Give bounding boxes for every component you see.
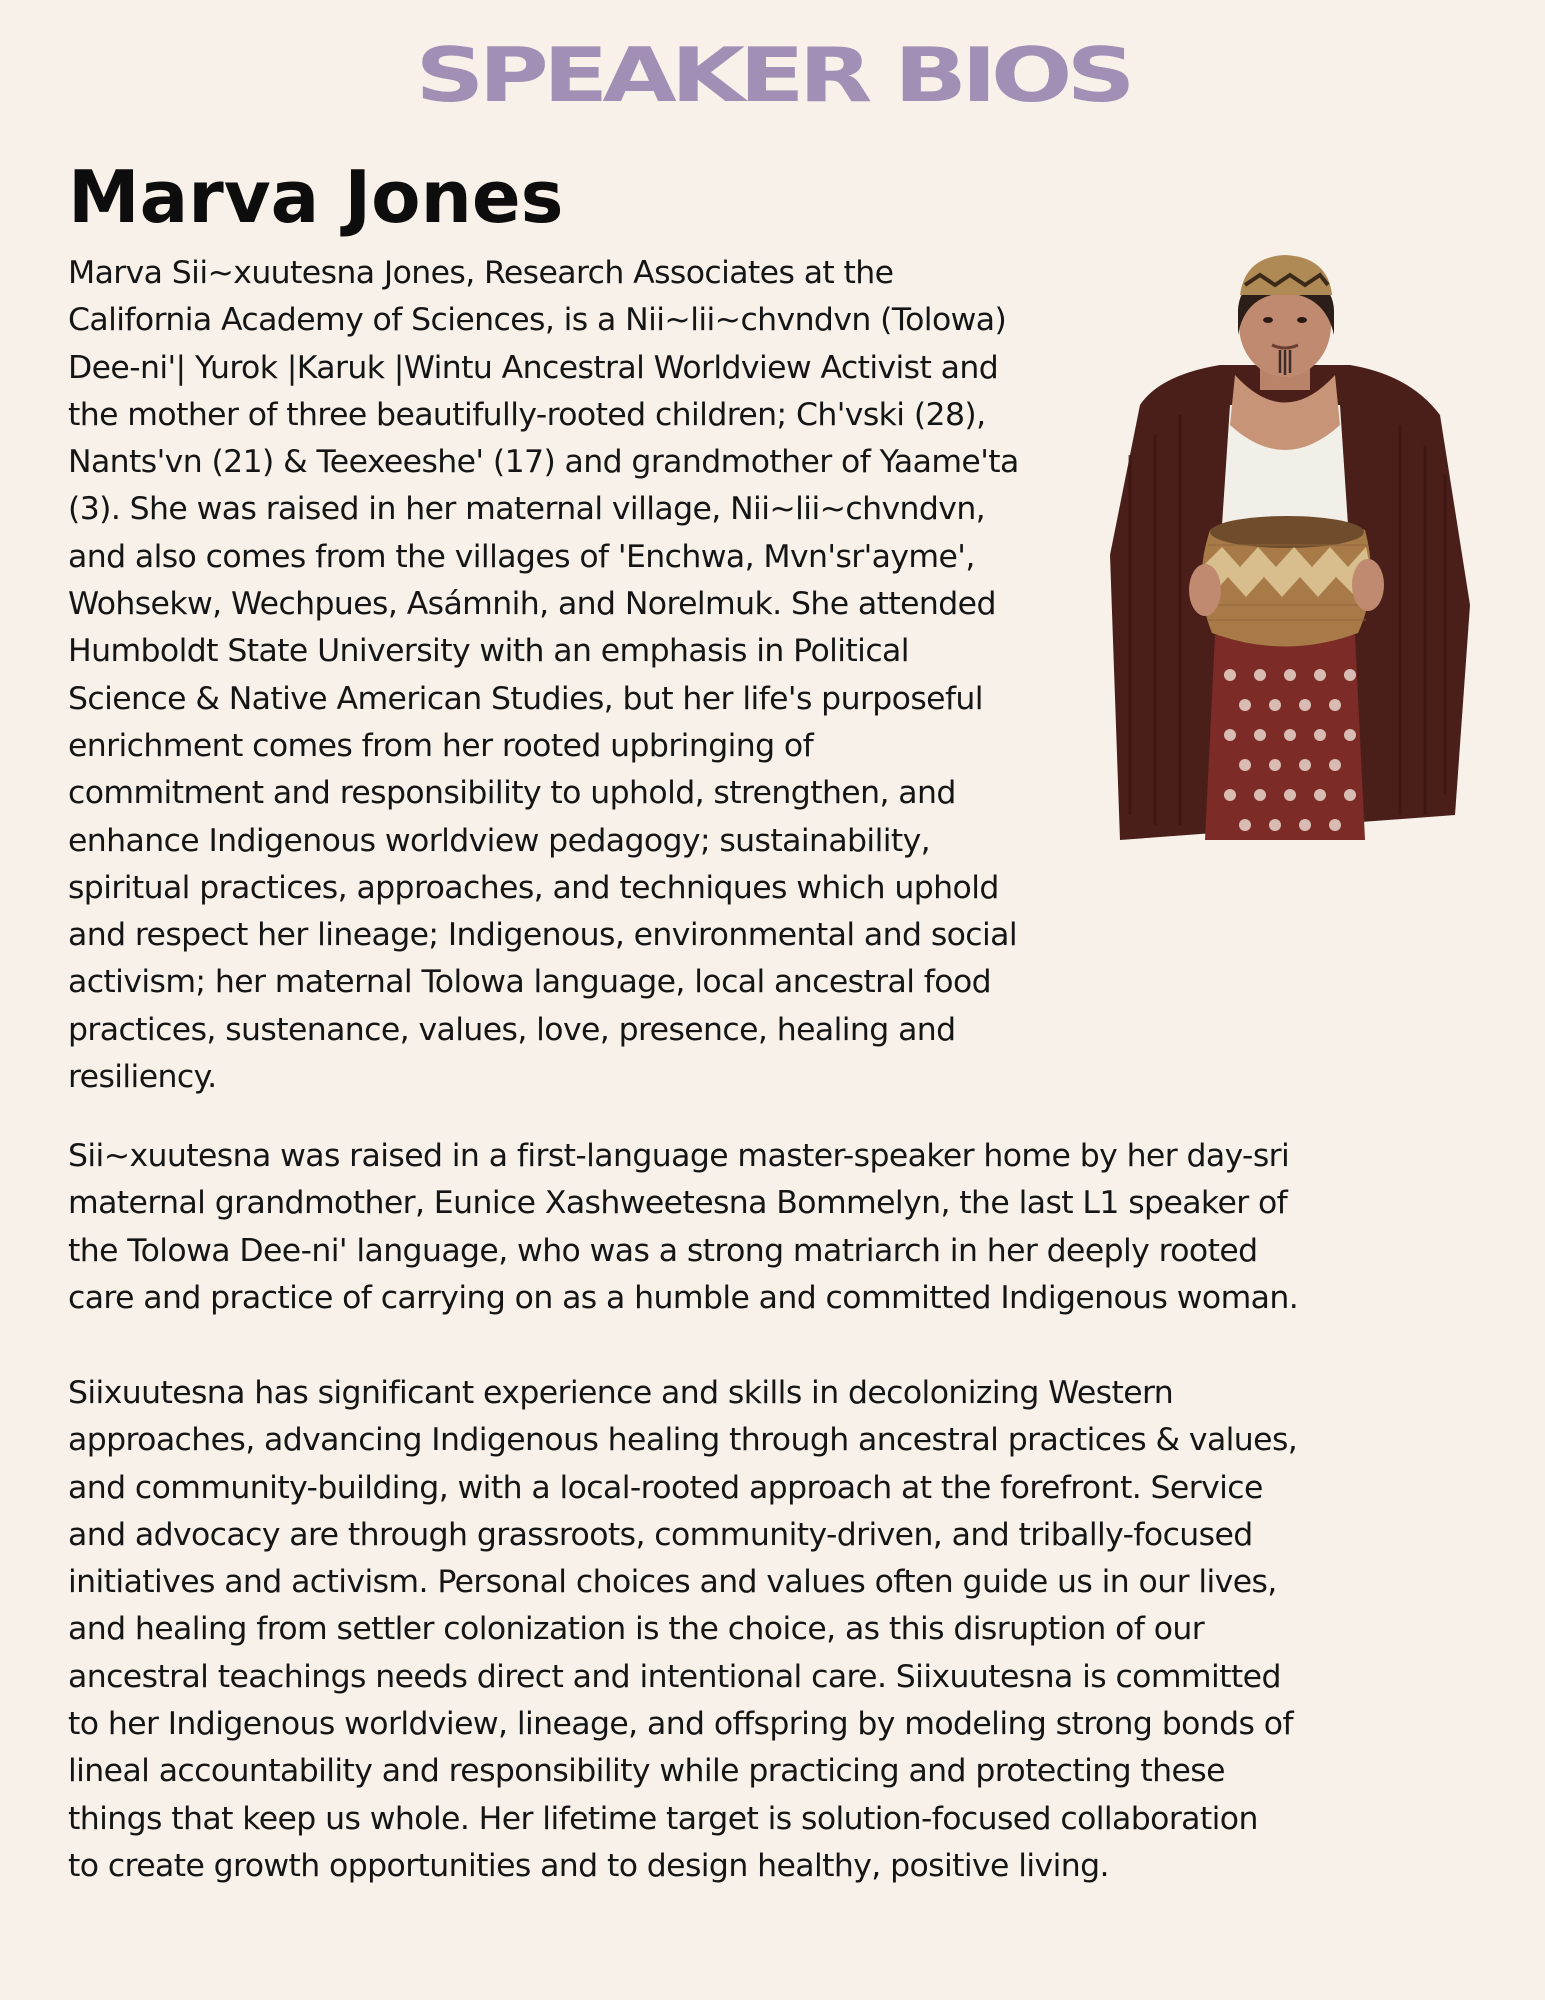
bio-line: initiatives and activism. Personal choices and values often guide us in our lives,	[68, 1564, 1277, 1601]
bio-line: and also comes from the villages of 'Enchwa, Mvn'sr'ayme',	[68, 538, 975, 575]
bio-line: and respect her lineage; Indigenous, environmental and social	[68, 917, 1018, 954]
bio-line: practices, sustenance, values, love, presence, healing and	[68, 1011, 956, 1048]
bio-line: and advocacy are through grassroots, community-driven, and tribally-focused	[68, 1516, 1253, 1553]
bio-paragraph-1-text	[68, 250, 1108, 1101]
bio-line: resiliency.	[68, 1059, 217, 1096]
bio-line: Sii~xuutesna was raised in a first-language master-speaker home by her day-sri	[68, 1138, 1290, 1174]
bio-line: commitment and responsibility to uphold, strengthen, and	[68, 775, 956, 812]
bio-line: lineal accountability and responsibility while practicing and protecting these	[68, 1753, 1225, 1790]
bio-paragraph-2-text	[68, 1133, 1488, 1322]
bio-line: and community-building, with a local-rooted approach at the forefront. Service	[68, 1469, 1263, 1506]
speaker-photo	[1100, 255, 1470, 840]
bio-line: Science & Native American Studies, but her life's purposeful	[68, 680, 983, 717]
bio-line: things that keep us whole. Her lifetime target is solution-focused collaboration	[68, 1800, 1258, 1837]
bio-line: to her Indigenous worldview, lineage, and offspring by modeling strong bonds of	[68, 1706, 1293, 1743]
bio-line: care and practice of carrying on as a humble and committed Indigenous woman.	[68, 1279, 1299, 1316]
bio-line: Wohsekw, Wechpues, Asámnih, and Norelmuk. She attended	[68, 586, 996, 623]
bio-line: Siixuutesna has significant experience and skills in decolonizing Western	[68, 1375, 1174, 1411]
bio-paragraph-1	[68, 250, 1108, 1101]
bio-line: spiritual practices, approaches, and techniques which uphold	[68, 869, 999, 906]
bio-line: enrichment comes from her rooted upbringing of	[68, 727, 814, 764]
bio-line: (3). She was raised in her maternal village, Nii~lii~chvndvn,	[68, 491, 986, 528]
bio-line: Humboldt State University with an emphasis in Political	[68, 633, 909, 670]
bio-line: to create growth opportunities and to design healthy, positive living.	[68, 1847, 1109, 1884]
bio-line: Dee-ni'| Yurok |Karuk |Wintu Ancestral Worldview Activist and	[68, 349, 999, 386]
bio-line: Nants'vn (21) & Teexeeshe' (17) and grandmother of Yaame'ta	[68, 444, 1019, 481]
bio-paragraph-2	[68, 1133, 1488, 1322]
speaker-name: Marva Jones	[68, 155, 564, 239]
bio-line: the mother of three beautifully-rooted children; Ch'vski (28),	[68, 396, 986, 433]
bio-line: enhance Indigenous worldview pedagogy; sustainability,	[68, 822, 931, 859]
bio-paragraph-3-text	[68, 1370, 1488, 1890]
bio-line: approaches, advancing Indigenous healing through ancestral practices & values,	[68, 1422, 1298, 1459]
bio-line: and healing from settler colonization is the choice, as this disruption of our	[68, 1611, 1205, 1648]
page-header-title: SPEAKER BIOS	[415, 31, 1130, 120]
bio-line: California Academy of Sciences, is a Nii~lii~chvndvn (Tolowa)	[68, 302, 1007, 339]
bio-line: activism; her maternal Tolowa language, local ancestral food	[68, 964, 992, 1001]
bio-paragraph-3	[68, 1370, 1488, 1890]
bio-line: the Tolowa Dee-ni' language, who was a strong matriarch in her deeply rooted	[68, 1232, 1258, 1269]
bio-line: ancestral teachings needs direct and intentional care. Siixuutesna is committed	[68, 1658, 1281, 1695]
bio-line: maternal grandmother, Eunice Xashweetesna Bommelyn, the last L1 speaker of	[68, 1185, 1288, 1222]
bio-line: Marva Sii~xuutesna Jones, Research Associates at the	[68, 255, 894, 291]
